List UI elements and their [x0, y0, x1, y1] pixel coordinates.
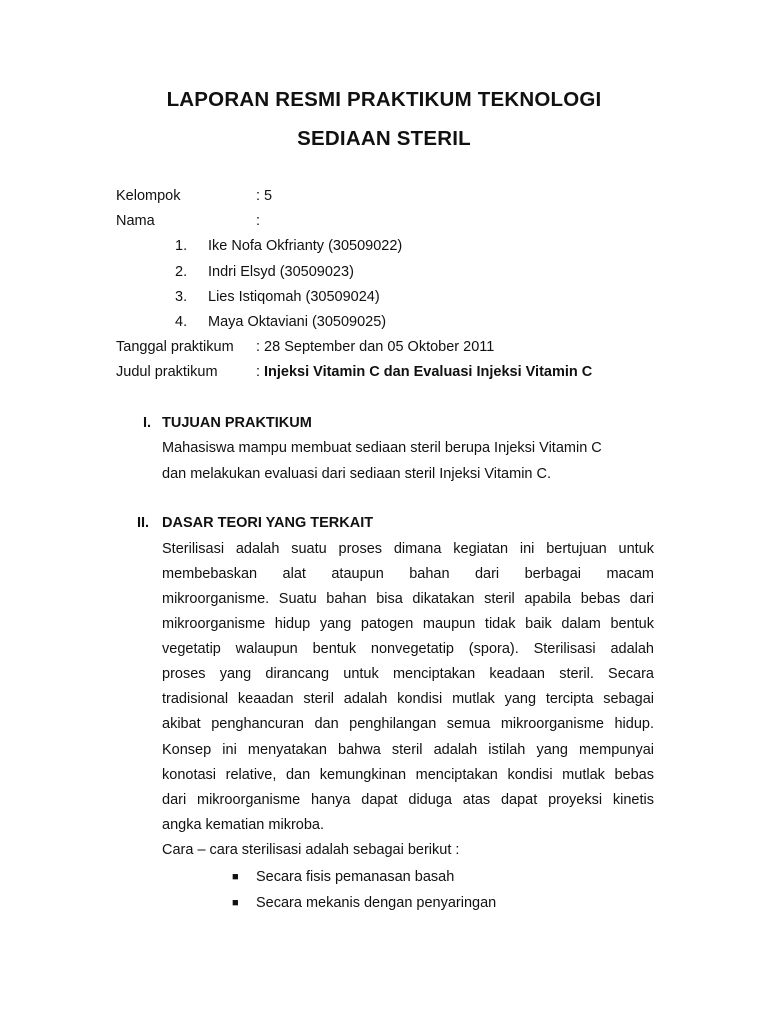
- section-2-text-line: konotasi relative, dan kemungkinan menciptakan kondisi mutlak bebas: [162, 767, 654, 783]
- section-1-number: I.: [143, 415, 152, 431]
- section-2-number: II.: [137, 515, 150, 531]
- bullet-icon: ■: [232, 871, 239, 883]
- nama-value: :: [256, 213, 261, 229]
- section-2-text-line: tradisional keaadan steril adalah kondisi mutlak yang tercipta sebagai: [162, 691, 654, 707]
- section-2-text-line: proses yang dirancang untuk menciptakan keadaan steril. Secara: [162, 666, 654, 682]
- member-name: Ike Nofa Okfrianty (30509022): [208, 238, 403, 254]
- member-number: 1.: [175, 238, 188, 254]
- section-2-text-line: akibat penghancuran dan penghilangan semua mikroorganisme hidup.: [162, 716, 654, 732]
- member-number: 2.: [175, 264, 188, 280]
- judul-value: Injeksi Vitamin C dan Evaluasi Injeksi Vitamin C: [264, 364, 593, 380]
- section-2-text-line: Konsep ini menyatakan bahwa steril adalah istilah yang mempunyai: [162, 742, 654, 758]
- judul-colon: :: [256, 364, 261, 380]
- section-1-text-line: Mahasiswa mampu membuat sediaan steril berupa Injeksi Vitamin C: [162, 440, 602, 456]
- section-2-text-line: angka kematian mikroba.: [162, 817, 324, 833]
- section-2-text-line: Sterilisasi adalah suatu proses dimana kegiatan ini bertujuan untuk: [162, 541, 654, 557]
- member-name: Indri Elsyd (30509023): [208, 264, 354, 280]
- section-2-text-line: dari mikroorganisme hanya dapat diduga atas dapat proyeksi kinetis: [162, 792, 654, 808]
- section-2-text-line: vegetatip walaupun bentuk nonvegetatip (spora). Sterilisasi adalah: [162, 641, 654, 657]
- member-name: Maya Oktaviani (30509025): [208, 314, 387, 330]
- section-1-heading: TUJUAN PRAKTIKUM: [162, 415, 312, 431]
- document-title-line-2: SEDIAAN STERIL: [297, 127, 471, 150]
- section-2-text-line: mikroorganisme hidup yang patogen maupun tidak baik dalam bentuk: [162, 616, 654, 632]
- section-2-text-line: membebaskan alat ataupun bahan dari berbagai macam: [162, 566, 654, 582]
- section-2-text-line: mikroorganisme. Suatu bahan bisa dikatakan steril apabila bebas dari: [162, 591, 654, 607]
- kelompok-label: Kelompok: [116, 188, 181, 204]
- judul-label: Judul praktikum: [116, 364, 218, 380]
- member-name: Lies Istiqomah (30509024): [208, 289, 380, 305]
- section-2-heading: DASAR TEORI YANG TERKAIT: [162, 515, 374, 531]
- section-1-text-line: dan melakukan evaluasi dari sediaan steril Injeksi Vitamin C.: [162, 466, 552, 482]
- member-number: 4.: [175, 314, 188, 330]
- tanggal-value: : 28 September dan 05 Oktober 2011: [256, 339, 495, 355]
- kelompok-value: : 5: [256, 188, 273, 204]
- bullet-item: Secara mekanis dengan penyaringan: [256, 895, 497, 911]
- bullet-item: Secara fisis pemanasan basah: [256, 869, 455, 885]
- tanggal-label: Tanggal praktikum: [116, 339, 234, 355]
- nama-label: Nama: [116, 213, 155, 229]
- bullet-icon: ■: [232, 897, 239, 909]
- member-number: 3.: [175, 289, 188, 305]
- document-title-line-1: LAPORAN RESMI PRAKTIKUM TEKNOLOGI: [166, 88, 602, 111]
- sterilization-methods-intro: Cara – cara sterilisasi adalah sebagai berikut :: [162, 842, 460, 858]
